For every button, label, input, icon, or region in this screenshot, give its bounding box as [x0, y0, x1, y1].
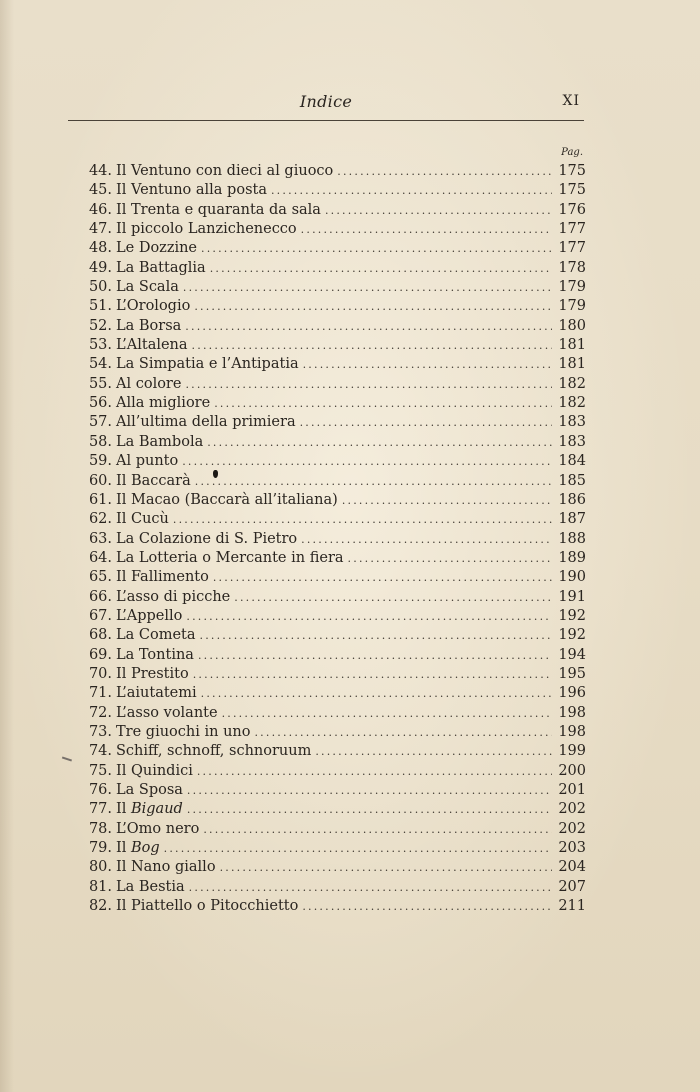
dot-leader [173, 510, 552, 529]
toc-entry-page: 176 [558, 201, 586, 218]
toc-entry-title: Il Cucù [116, 511, 169, 528]
toc-entry-page: 187 [558, 511, 586, 528]
dot-leader [185, 317, 552, 336]
toc-entry-page: 198 [558, 723, 586, 740]
toc-entry-title-prefix: Il [116, 801, 131, 818]
toc-entry-number: 56. [88, 395, 112, 412]
toc-entry-title: Alla migliore [116, 395, 211, 412]
toc-entry-page: 202 [558, 820, 586, 837]
toc-entry-number: 67. [88, 607, 112, 624]
toc-entry-page: 183 [558, 433, 586, 450]
toc-entry-number: 52. [88, 317, 112, 334]
dot-leader [315, 742, 552, 761]
toc-entry-page: 203 [558, 840, 586, 857]
toc-entry-page: 211 [558, 898, 586, 915]
toc-entry-number: 44. [88, 163, 112, 179]
toc-entry-page: 196 [558, 685, 586, 702]
dot-leader [348, 549, 552, 568]
toc-entry-title [116, 800, 187, 819]
toc-entry [76, 820, 586, 839]
toc-entry-title: Il Piattello o Pitocchietto [116, 898, 299, 915]
toc-entry-number: 78. [88, 820, 112, 837]
toc-entry-number: 60. [88, 472, 112, 489]
toc-entry-number: 58. [88, 433, 112, 450]
dot-leader [325, 201, 552, 220]
dot-leader [271, 181, 552, 200]
toc-entry-number: 65. [88, 569, 112, 586]
toc-entry [76, 472, 586, 491]
toc-entry-page: 194 [558, 646, 586, 663]
toc-entry [76, 800, 586, 819]
toc-entry-title: Il Nano giallo [116, 859, 216, 876]
toc-entry-page: 185 [558, 472, 586, 489]
toc-entry [76, 742, 586, 761]
toc-entry-page: 184 [558, 453, 586, 470]
toc-entry [76, 646, 586, 665]
toc-entry-title: La Colazione di S. Pietro [116, 530, 298, 547]
dot-leader [192, 336, 552, 355]
toc-entry-page: 189 [558, 549, 586, 566]
dot-leader [195, 472, 552, 491]
toc-entry-title: La Bestia [116, 878, 185, 895]
toc-entry-number: 74. [88, 743, 112, 760]
dot-leader [200, 626, 552, 645]
toc-entry [76, 684, 586, 703]
toc-entry [76, 317, 586, 336]
toc-entry [76, 452, 586, 471]
dot-leader [203, 820, 552, 839]
toc-entry-title: Il Ventuno con dieci al giuoco [116, 163, 334, 179]
dot-leader [213, 568, 552, 587]
toc-entry-page: 177 [558, 240, 586, 257]
toc-entry-title: La Tontina [116, 646, 194, 663]
toc-entry-page: 177 [558, 221, 586, 238]
dot-leader [342, 491, 552, 510]
toc-entry [76, 510, 586, 529]
toc-entry-page: 188 [558, 530, 586, 547]
toc-entry-number: 72. [88, 704, 112, 721]
dot-leader [254, 723, 552, 742]
toc-entry [76, 530, 586, 549]
toc-entry-page: 180 [558, 317, 586, 334]
toc-entry [76, 336, 586, 355]
toc-entry-number: 54. [88, 356, 112, 373]
dot-leader [189, 878, 552, 897]
toc-entry [76, 704, 586, 723]
toc-entry-page: 175 [558, 182, 586, 199]
toc-entry [76, 201, 586, 220]
toc-entry-page: 192 [558, 627, 586, 644]
toc-entry [76, 491, 586, 510]
header-title: Indice [299, 92, 353, 111]
toc-entry [76, 278, 586, 297]
toc-entry-title: Il Macao (Baccarà all’italiana) [116, 491, 338, 508]
toc-entry [76, 878, 586, 897]
toc-entry [76, 897, 586, 916]
toc-entry-page: 207 [558, 878, 586, 895]
toc-entry-title: Al colore [116, 375, 182, 392]
toc-entry-page: 178 [558, 259, 586, 276]
toc-entry [76, 626, 586, 645]
dot-leader [186, 607, 552, 626]
toc-entry-title: Il piccolo Lanzichenecco [116, 221, 297, 238]
toc-entry [76, 588, 586, 607]
dot-leader [182, 452, 552, 471]
toc-entry-number: 53. [88, 337, 112, 354]
toc-entry [76, 355, 586, 374]
toc-entry-number: 77. [88, 801, 112, 818]
toc-entry-number: 45. [88, 182, 112, 199]
toc-entry-page: 182 [558, 375, 586, 392]
dot-leader [194, 297, 552, 316]
dot-leader [183, 278, 552, 297]
toc-entry-title: L’aiutatemi [116, 685, 197, 702]
dot-leader [187, 800, 552, 819]
toc-entry-title: Il Baccarà [116, 472, 191, 489]
toc-entry [76, 394, 586, 413]
toc-entry-title: Al punto [116, 453, 179, 470]
toc-entry-number: 68. [88, 627, 112, 644]
toc-entry-title: L’Orologio [116, 298, 191, 315]
toc-entry-title: La Bambola [116, 433, 204, 450]
dot-leader [220, 858, 552, 877]
toc-entry-title: La Borsa [116, 317, 182, 334]
toc-entry-title-prefix: Il [116, 840, 131, 857]
toc-entry-title: Il Quindici [116, 762, 193, 779]
toc-entry [76, 239, 586, 258]
toc-entry-number: 64. [88, 549, 112, 566]
toc-entry [76, 181, 586, 200]
toc-entry-page: 202 [558, 801, 586, 818]
toc-entry [76, 723, 586, 742]
toc-entry-page: 181 [558, 337, 586, 354]
running-header [68, 86, 584, 121]
toc-entry-number: 49. [88, 259, 112, 276]
toc-entry-title-italic: Bog [130, 840, 160, 857]
toc-entry-number: 70. [88, 665, 112, 682]
toc-entry-page: 200 [558, 762, 586, 779]
toc-entry-number: 51. [88, 298, 112, 315]
toc-entry [76, 762, 586, 781]
toc-entry [76, 297, 586, 316]
toc-entry [76, 220, 586, 239]
toc-entry-title: All’ultima della primiera [116, 414, 296, 431]
toc-entry-title: Il Ventuno alla posta [116, 182, 267, 199]
toc-entry [76, 607, 586, 626]
toc-entry [76, 375, 586, 394]
dot-leader [210, 259, 552, 278]
dot-leader [300, 413, 552, 432]
toc-entry-number: 75. [88, 762, 112, 779]
toc-entry-title: L’Omo nero [116, 820, 200, 837]
toc-entry-title: L’asso volante [116, 704, 218, 721]
toc-entry [76, 781, 586, 800]
dot-leader [164, 839, 552, 858]
toc-entry [76, 433, 586, 452]
toc-entry-page: 181 [558, 356, 586, 373]
toc-entry-number: 47. [88, 221, 112, 238]
toc-entry-number: 62. [88, 511, 112, 528]
dot-leader [187, 781, 552, 800]
toc-entry-page: 199 [558, 743, 586, 760]
dot-leader [198, 646, 552, 665]
toc-entry-page: 195 [558, 665, 586, 682]
dot-leader [222, 704, 552, 723]
toc-entry-page: 192 [558, 607, 586, 624]
toc-entry-page: 190 [558, 569, 586, 586]
toc-entry-number: 82. [88, 898, 112, 915]
toc-entry [76, 665, 586, 684]
toc-entry-title: Il Prestito [116, 665, 189, 682]
toc-entry-title: Il Fallimento [116, 569, 209, 586]
toc-entry-title: La Battaglia [116, 259, 206, 276]
toc-entry-number: 81. [88, 878, 112, 895]
toc-entry-page: 204 [558, 859, 586, 876]
toc-entry-title: La Lotteria o Mercante in fiera [116, 549, 344, 566]
toc-entry-number: 50. [88, 279, 112, 296]
toc-entry [76, 413, 586, 432]
toc-entry-title: Il Trenta e quaranta da sala [116, 201, 321, 218]
dot-leader [197, 762, 552, 781]
toc-entry-number: 73. [88, 723, 112, 740]
toc-entry-page: 179 [558, 279, 586, 296]
toc-entry-number: 79. [88, 840, 112, 857]
toc-entry-title: Tre giuochi in uno [116, 723, 251, 740]
dot-leader [234, 588, 552, 607]
toc-entry-title: L’asso di picche [116, 588, 231, 605]
toc-entry-page: 186 [558, 491, 586, 508]
dot-leader [193, 665, 552, 684]
toc-entry-number: 59. [88, 453, 112, 470]
toc-entry-page: 175 [558, 163, 586, 179]
dot-leader [301, 530, 552, 549]
toc-entry-title [116, 839, 164, 858]
dot-leader [207, 433, 552, 452]
toc-entry-page: 179 [558, 298, 586, 315]
toc-entry-title: L’Appello [116, 607, 183, 624]
toc-entry-number: 76. [88, 782, 112, 798]
toc-entry-title: Schiff, schnoff, schnoruum [116, 743, 312, 760]
toc-entry-title: L’Altalena [116, 337, 188, 354]
toc-entry [76, 858, 586, 877]
dot-leader [303, 355, 552, 374]
dot-leader [214, 394, 552, 413]
toc-entry-title: Le Dozzine [116, 240, 198, 257]
dot-leader [337, 162, 552, 181]
page-column-label: Pag. [561, 147, 583, 158]
toc-entry-title: La Cometa [116, 627, 196, 644]
toc-entry-page: 198 [558, 704, 586, 721]
toc-entry-number: 61. [88, 491, 112, 508]
toc-entry-number: 80. [88, 859, 112, 876]
toc-entry-title: La Scala [116, 279, 179, 296]
dot-leader [201, 684, 552, 703]
toc-entry [76, 839, 586, 858]
toc-entry-number: 57. [88, 414, 112, 431]
toc-entry-title-italic: Bigaud [130, 801, 183, 818]
toc-entry-number: 55. [88, 375, 112, 392]
dot-leader [301, 220, 552, 239]
toc-entry-number: 69. [88, 646, 112, 663]
toc-entry [76, 259, 586, 278]
toc-entry-page: 183 [558, 414, 586, 431]
toc-entry-page: 201 [558, 782, 586, 798]
toc-entry [76, 568, 586, 587]
toc-entry-number: 71. [88, 685, 112, 702]
toc-entry-title: La Sposa [116, 782, 183, 798]
dot-leader [302, 897, 552, 916]
header-page-number: XI [562, 93, 580, 109]
dot-leader [185, 375, 552, 394]
toc-entry-number: 48. [88, 240, 112, 257]
toc-entry-number: 63. [88, 530, 112, 547]
table-of-contents [76, 162, 586, 916]
toc-entry-number: 66. [88, 588, 112, 605]
dot-leader [201, 239, 552, 258]
toc-entry-page: 182 [558, 395, 586, 412]
ink-blot [213, 470, 218, 478]
toc-entry [76, 549, 586, 568]
pencil-tick [62, 756, 72, 761]
toc-entry-page: 191 [558, 588, 586, 605]
toc-entry-title: La Simpatia e l’Antipatia [116, 356, 299, 373]
toc-entry [76, 162, 586, 181]
toc-entry-number: 46. [88, 201, 112, 218]
